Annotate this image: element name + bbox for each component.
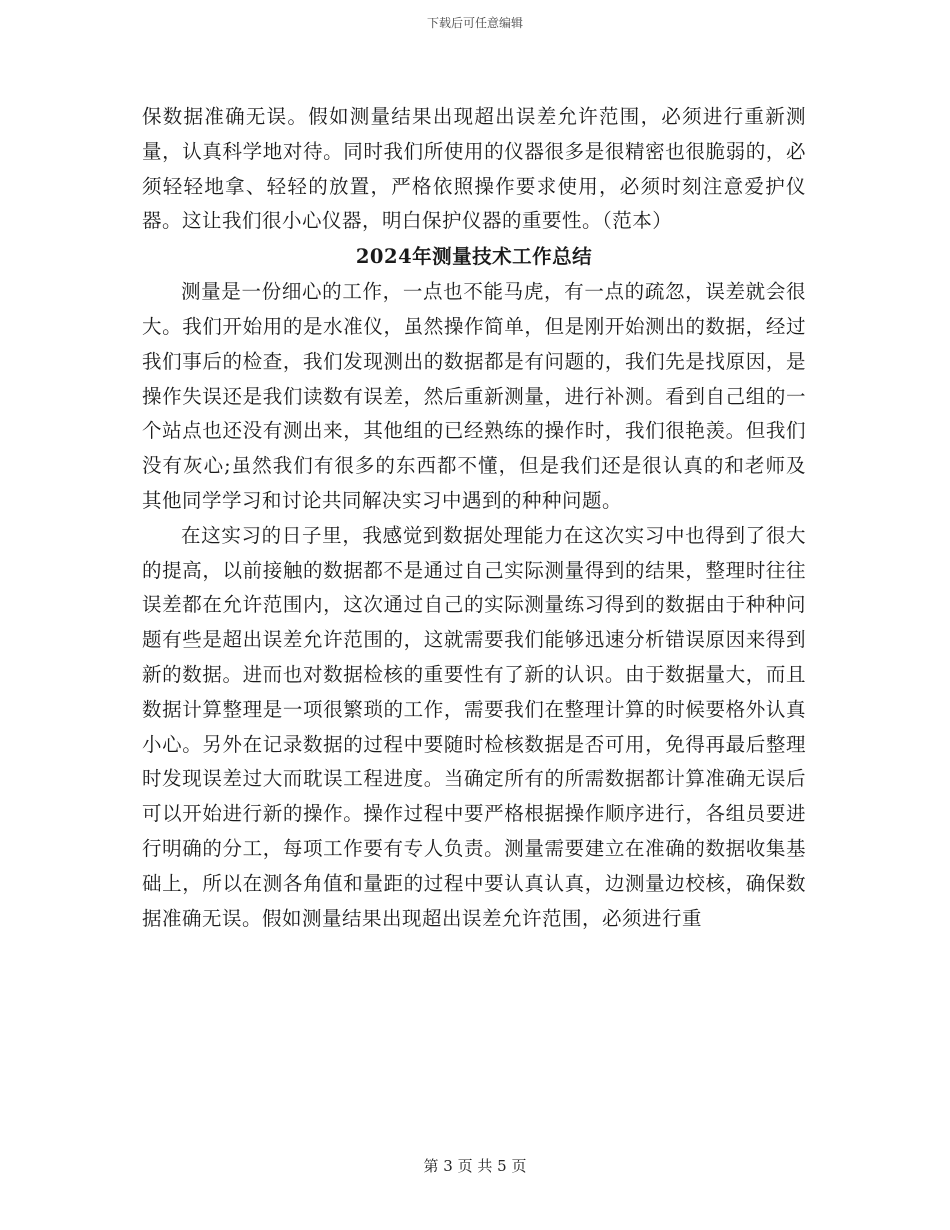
body-paragraph-2: 在这实习的日子里，我感觉到数据处理能力在这次实习中也得到了很大的提高，以前接触的数据都不是通过自己实际测量得到的结果，整理时往往误差都在允许范围内，这次通过自己的实际测量练习得到的数据由于种种问题有些是超出误差允许范围的，这就需要我们能够迅速分析错误原因来得到新的数据。进而也对数据检核的重要性有了新的认识。由于数据量大，而且数据计算整理是一项很繁琐的工作，需要我们在整理计算的时候要格外认真小心。另外在记录数据的过程中要随时检核数据是否可用，免得再最后整理时发现误差过大而耽误工程进度。当确定所有的所需数据都计算准确无误后可以开始进行新的操作。操作过程中要严格根据操作顺序进行，各组员要进行明确的分工，每项工作要有专人负责。测量需要建立在准确的数据收集基础上，所以在测各角值和量距的过程中要认真认真，边测量边校核，确保数据准确无误。假如测量结果出现超出误差允许范围，必须进行重	[142, 523, 806, 930]
intro-paragraph: 保数据准确无误。假如测量结果出现超出误差允许范围，必须进行重新测量，认真科学地对待。同时我们所使用的仪器很多是很精密也很脆弱的，必须轻轻地拿、轻轻的放置，严格依照操作要求使用，必须时刻注意爱护仪器。这让我们很小心仪器，明白保护仪器的重要性。（范本）	[142, 105, 806, 233]
page-footer: 第 3 页 共 5 页	[423, 1157, 527, 1175]
section-title: 2024年测量技术工作总结	[355, 245, 593, 269]
page-header: 下载后可任意编辑	[426, 16, 523, 30]
document-body	[142, 100, 806, 936]
body-paragraph-1: 测量是一份细心的工作，一点也不能马虎，有一点的疏忽，误差就会很大。我们开始用的是水准仪，虽然操作简单，但是刚开始测出的数据，经过我们事后的检查，我们发现测出的数据都是有问题的，我们先是找原因，是操作失误还是我们读数有误差，然后重新测量，进行补测。看到自己组的一个站点也还没有测出来，其他组的已经熟练的操作时，我们很艳羡。但我们没有灰心;虽然我们有很多的东西都不懂，但是我们还是很认真的和老师及其他同学学习和讨论共同解决实习中遇到的种种问题。	[142, 280, 806, 512]
